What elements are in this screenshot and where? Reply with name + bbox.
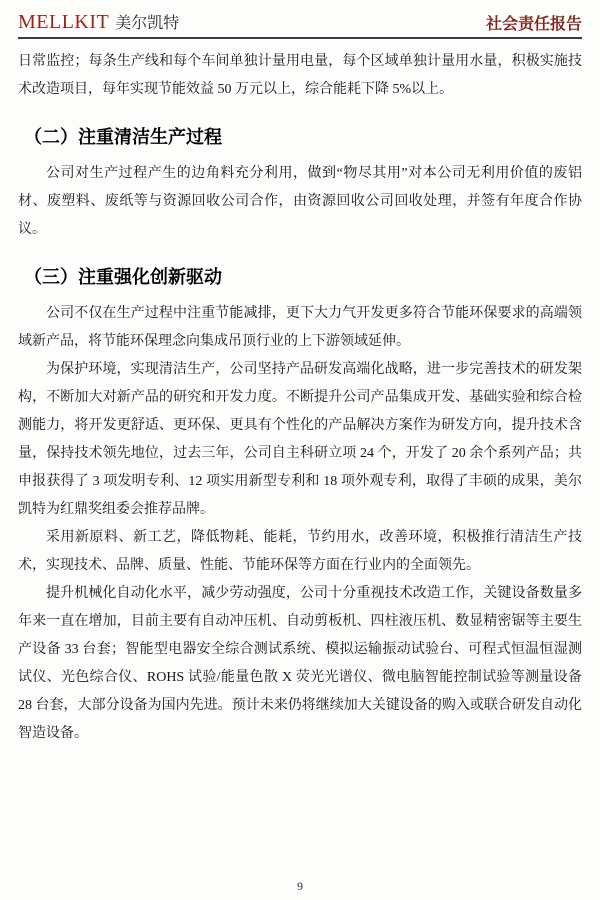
document-body [18, 48, 582, 748]
report-title: 社会责任报告 [485, 16, 582, 33]
paragraph: 提升机械化自动化水平，减少劳动强度，公司十分重视技术改造工作，关键设备数量多年来一直在增加，目前主要有自动冲压机、自动剪板机、四柱液压机、数显精密锯等主要生产设备 33 台套；智能型电器安全综合测试系统、模拟运输振动试验台、可程式恒温恒湿测试仪、光色综合仪、ROHS 试验/能量色散 X 荧光光谱仪、微电脑智能控制试验等测量设备 28 台套，大部分设备为国内先进。预计未来仍将继续加大关键设备的购入或联合研发自动化智造设备。 [18, 586, 582, 741]
page-footer [0, 879, 600, 894]
paragraph: 公司不仅在生产过程中注重节能减排，更下大力气开发更多符合节能环保要求的高端领域新产品，将节能环保理念向集成吊顶行业的上下游领域延伸。 [18, 306, 582, 349]
page-number: 9 [297, 879, 303, 893]
header-divider [18, 37, 582, 39]
brand-name-cn: 美尔凯特 [115, 15, 180, 32]
paragraph: 为保护环境，实现清洁生产，公司坚持产品研发高端化战略，进一步完善技术的研发架构，不断加大对新产品的研究和开发力度。不断提升公司产品集成开发、基础实验和综合检测能力，将开发更舒适、更环保、更具有个性化的产品解决方案作为研发方向，提升技术含量，保持技术领先地位，过去三年，公司自主科研立项 24 个，开发了 20 余个系列产品；共申报获得了 3 项发明专利、12 项实用新型专利和 18 项外观专利，取得了丰硕的成果，美尔凯特为红鼎奖组委会推荐品牌。 [18, 362, 582, 517]
paragraph-intro: 日常监控；每条生产线和每个车间单独计量用电量，每个区域单独计量用水量，积极实施技术改造项目，每年实现节能效益 50 万元以上，综合能耗下降 5%以上。 [18, 54, 582, 97]
section-heading-clean-production: （二）注重清洁生产过程 [24, 127, 222, 147]
paragraph: 公司对生产过程产生的边角料充分利用，做到“物尽其用”对本公司无利用价值的废铝材、废塑料、废纸等与资源回收公司合作，由资源回收公司回收处理，并签有年度合作协议。 [18, 166, 582, 237]
brand-logo-text: MELLKIT [18, 11, 110, 33]
section-heading-innovation: （三）注重强化创新驱动 [24, 267, 222, 287]
paragraph: 采用新原料、新工艺，降低物耗、能耗，节约用水，改善环境，积极推行清洁生产技术，实现技术、品牌、质量、性能、节能环保等方面在行业内的全面领先。 [18, 530, 582, 573]
brand [18, 10, 179, 34]
page-header [18, 0, 582, 34]
